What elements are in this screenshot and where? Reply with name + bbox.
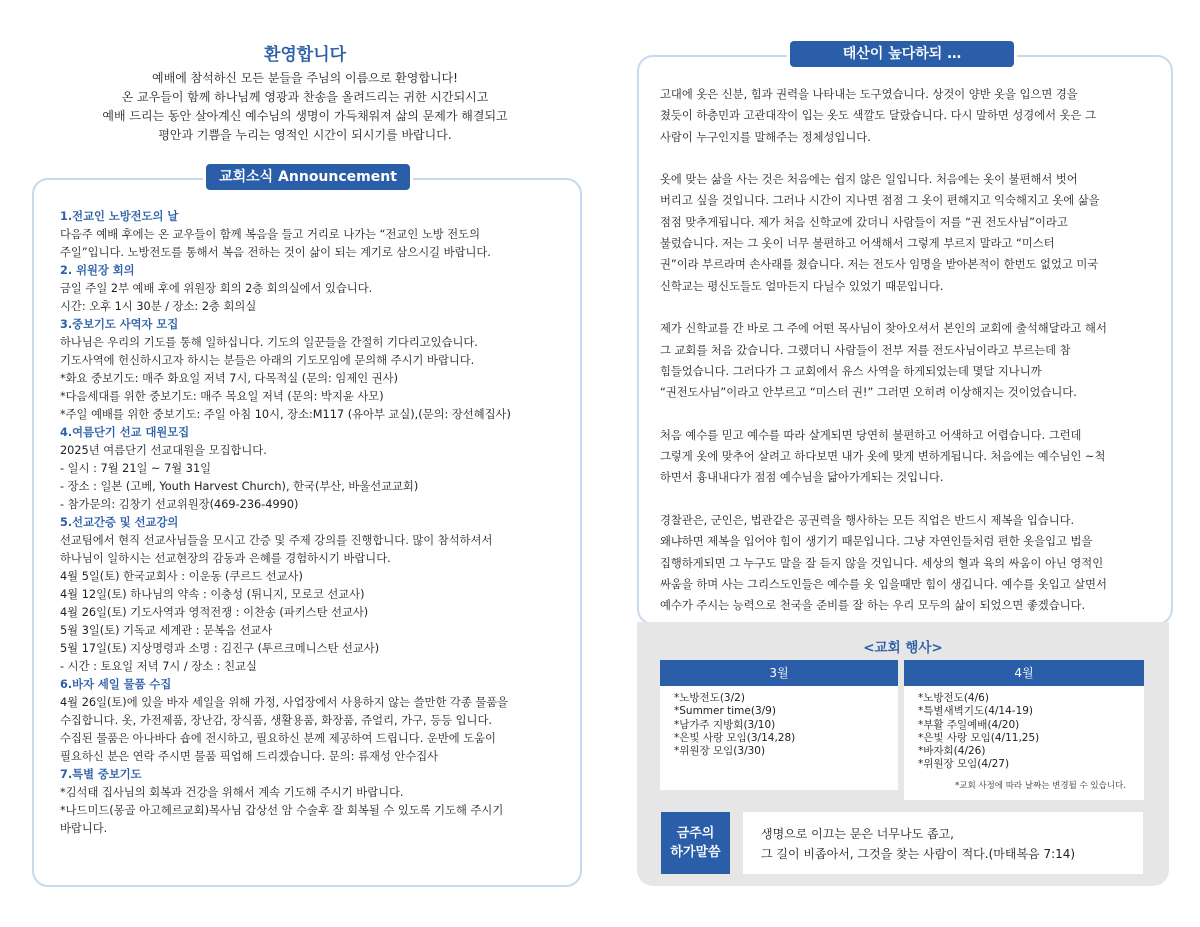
welcome-line: 온 교우들이 함께 하나님께 영광과 찬송을 올려드리는 귀한 시간되시고 xyxy=(121,90,489,104)
essay-line: 옷에 맞는 삶을 사는 것은 처음에는 쉽지 않은 일입니다. 처음에는 옷이 불편해서 벗어 xyxy=(660,173,1078,187)
verse-line: 생명으로 이끄는 문은 너무나도 좁고, xyxy=(761,827,954,841)
announcement-line: 4월 5일(토) 한국교회사 : 이운동 (쿠르드 선교사) xyxy=(60,570,303,583)
event-item: *은빛 사랑 모임(4/11,25) xyxy=(918,731,1040,744)
announcement-line: 금일 주일 2부 예배 후에 위원장 회의 2층 회의실에서 있습니다. xyxy=(60,282,373,295)
announcement-line: 2025년 여름단기 선교대원을 모집합니다. xyxy=(60,444,267,457)
essay-line: 신학교는 평신도들도 얼마든지 다닐수 있었기 때문입니다. xyxy=(660,279,944,293)
announcement-line: *다음세대를 위한 중보기도: 매주 목요일 저녁 (문의: 박지윤 사모) xyxy=(60,390,384,403)
announcement-title: 4.여름단기 선교 대원모집 xyxy=(60,426,190,439)
announcement-title: 6.바자 세일 물품 수집 xyxy=(60,678,172,691)
announcement-line: 4월 26일(토) 기도사역과 영적전쟁 : 이찬송 (파키스탄 선교사) xyxy=(60,606,369,619)
essay-paragraph xyxy=(660,425,1155,489)
announcement-line: - 장소 : 일본 (고베, Youth Harvest Church), 한국(부산, 바울선교교회) xyxy=(60,480,419,493)
events-title: <교회 행사> xyxy=(863,640,943,656)
announcement-line: 4월 26일(토)에 있을 바자 세일을 위해 가정, 사업장에서 사용하지 않는 쓸만한 각종 물품을 xyxy=(60,696,509,709)
announcement-line: 시간: 오후 1시 30분 / 장소: 2층 회의실 xyxy=(60,300,257,313)
essay-line: 싸움을 하며 사는 그리스도인들은 예수를 옷 입을때만 힘이 생깁니다. 예수를 옷입고 살면서 xyxy=(660,577,1107,591)
essay-line: 사람이 누구인지를 말해주는 정체성입니다. xyxy=(660,130,871,144)
announcement-line: 수집된 물품은 아나바다 숍에 전시하고, 필요하신 분께 제공하여 드립니다. 운반에 도움이 xyxy=(60,732,496,745)
announcement-line: 바랍니다. xyxy=(60,822,108,835)
essay-line: 쳤듯이 하층민과 고관대작이 입는 옷도 색깔도 달랐습니다. 다시 말하면 성경에서 옷은 그 xyxy=(660,109,1096,123)
month-column-march xyxy=(660,660,898,790)
announcement-line: 필요하신 분은 연락 주시면 물품 픽업해 드리겠습니다. 문의: 류재성 안수집사 xyxy=(60,750,439,763)
welcome-line: 예배 드리는 동안 살아계신 예수님의 생명이 가득채워져 삶의 문제가 해결되고 xyxy=(102,109,508,123)
event-item: *위원장 모임(4/27) xyxy=(918,758,1010,771)
announcement-title: 3.중보기도 사역자 모집 xyxy=(60,318,179,331)
announcement-title: 5.선교간증 및 선교강의 xyxy=(60,516,179,529)
schedule-note: *교회 사정에 따라 날짜는 변경될 수 있습니다. xyxy=(955,781,1126,791)
month-header: 3월 xyxy=(660,660,898,686)
announcement-line: *화요 중보기도: 매주 화요일 저녁 7시, 다목적실 (문의: 임제인 권사) xyxy=(60,372,398,385)
event-item: *바자회(4/26) xyxy=(918,745,986,758)
essay-line: 힘들었습니다. 그러다가 그 교회에서 유스 사역을 하게되었는데 몇달 지나니까 xyxy=(660,364,1042,378)
month-header: 4월 xyxy=(904,660,1144,686)
event-item: *은빛 사랑 모임(3/14,28) xyxy=(674,731,796,744)
announcement-line: 기도사역에 헌신하시고자 하시는 분들은 아래의 기도모임에 문의해 주시기 바랍니다. xyxy=(60,354,475,367)
welcome-line: 평안과 기쁨을 누리는 영적인 시간이 되시기를 바랍니다. xyxy=(158,128,452,142)
event-item: *Summer time(3/9) xyxy=(674,705,776,718)
month-event-list xyxy=(904,686,1144,772)
announcement-line: 다음주 예배 후에는 온 교우들이 함께 복음을 들고 거리로 나가는 “전교인 노방 전도의 xyxy=(60,228,480,241)
event-item: *남가주 지방회(3/10) xyxy=(674,718,776,731)
event-item: *위원장 모임(3/30) xyxy=(674,745,766,758)
announcement-header: 교회소식 Announcement xyxy=(206,164,410,190)
essay-paragraph xyxy=(660,318,1155,403)
announcement-line: 하나님은 우리의 기도를 통해 일하십니다. 기도의 일꾼들을 간절히 기다리고있습니다. xyxy=(60,336,478,349)
event-item: *노방전도(3/2) xyxy=(674,692,745,704)
announcement-line: 수집합니다. 옷, 가전제품, 장난감, 장식품, 생활용품, 화장품, 쥬얼리, 가구, 등등 입니다. xyxy=(60,714,492,727)
essay-line: 집행하게되면 그 누구도 말을 잘 듣지 않을 것입니다. 세상의 혈과 육의 싸움이 아닌 영적인 xyxy=(660,556,1104,570)
announcement-line: 선교팀에서 현직 선교사님들을 모시고 간증 및 주제 강의를 진행합니다. 많이 참석하셔서 xyxy=(60,534,493,547)
essay-paragraph xyxy=(660,510,1155,616)
essay-line: 그렇게 옷에 맞추어 살려고 하다보면 내가 옷에 맞게 변하게됩니다. 처음에는 예수님인 ~척 xyxy=(660,450,1106,464)
announcement-list xyxy=(60,208,565,838)
announcement-line: 5월 3일(토) 기독교 세계관 : 문복음 선교사 xyxy=(60,624,273,637)
essay-line: 고대에 옷은 신분, 힘과 권력을 나타내는 도구였습니다. 상것이 양반 옷을 입으면 경을 xyxy=(660,88,1078,101)
essay-line: 점점 맞추게됩니다. 제가 처음 신학교에 갔더니 사람들이 저를 “권 전도사님”이라고 xyxy=(660,215,1068,229)
essay-header: 태산이 높다하되 … xyxy=(790,41,1014,67)
essay-line: “권전도사님”이라고 안부르고 “미스터 권!” 그러면 오히려 이상해지는 것이었습니다. xyxy=(660,386,1077,400)
announcement-title: 2. 위원장 회의 xyxy=(60,264,135,277)
announcement-line: 5월 17일(토) 지상명령과 소명 : 김진구 (투르크메니스탄 선교사) xyxy=(60,642,380,655)
essay-line: 처음 예수를 믿고 예수를 따라 살게되면 당연히 불편하고 어색하고 어렵습니다. 그런데 xyxy=(660,428,1082,442)
announcement-line: - 참가문의: 김창기 선교위원장(469-236-4990) xyxy=(60,498,299,511)
weekly-verse-label xyxy=(661,812,730,874)
essay-line: 권”이라 부르라며 손사래를 쳤습니다. 저는 전도사 임명을 받아본적이 한번도 없었고 미국 xyxy=(660,258,1099,272)
event-item: *부활 주일예배(4/20) xyxy=(918,718,1020,731)
announcement-line: - 시간 : 토요일 저녁 7시 / 장소 : 친교실 xyxy=(60,660,257,673)
welcome-line: 예배에 참석하신 모든 분들을 주님의 이름으로 환영합니다! xyxy=(152,71,458,85)
announcement-line: *나드미드(몽골 아고헤르교회)목사님 갑상선 암 수술후 잘 회복될 수 있도록 기도해 주시기 xyxy=(60,804,504,817)
essay-line: 하면서 흉내내다가 점점 예수님을 닮아가게되는 것입니다. xyxy=(660,471,944,485)
announcement-line: 하나님이 일하시는 선교현장의 감동과 은혜를 경험하시기 바랍니다. xyxy=(60,552,391,565)
announcement-line: *주일 예배를 위한 중보기도: 주일 아침 10시, 장소:M117 (유아부 교실),(문의: 장선혜집사) xyxy=(60,408,511,421)
essay-line: 그 교회를 처음 갔습니다. 그랬더니 사람들이 전부 저를 전도사님이라고 부르는데 참 xyxy=(660,343,1071,357)
essay-line: 왜냐하면 제복을 입어야 힘이 생기기 때문입니다. 그냥 자연인들처럼 편한 옷을입고 법을 xyxy=(660,535,1093,549)
essay-body xyxy=(660,84,1155,638)
weekly-verse xyxy=(743,812,1143,874)
essay-line: 예수가 주시는 능력으로 천국을 준비를 잘 하는 우리 모두의 삶이 되었으면 좋겠습니다. xyxy=(660,599,1086,613)
event-item: *특별새벽기도(4/14-19) xyxy=(918,705,1034,718)
essay-line: 제가 신학교를 간 바로 그 주에 어떤 목사님이 찾아오셔서 본인의 교회에 출석해달라고 해서 xyxy=(660,322,1107,336)
verse-line: 그 길이 비좁아서, 그것을 찾는 사람이 적다.(마태복음 7:14) xyxy=(761,847,1076,861)
verse-label-line: 금주의 xyxy=(676,826,715,841)
essay-line: 불렀습니다. 저는 그 옷이 너무 불편하고 어색해서 그렇게 부르지 말라고 “미스터 xyxy=(660,237,1055,251)
announcement-line: 주일”입니다. 노방전도를 통해서 복음 전하는 것이 삶이 되는 계기로 삼으시길 바랍니다. xyxy=(60,246,491,259)
announcement-line: *김석태 집사님의 회복과 건강을 위해서 계속 기도해 주시기 바랍니다. xyxy=(60,786,404,799)
event-item: *노방전도(4/6) xyxy=(918,692,989,704)
essay-line: 경찰관은, 군인은, 법관같은 공권력을 행사하는 모든 직업은 반드시 제복을 입습니다. xyxy=(660,513,1075,527)
announcement-title: 1.전교인 노방전도의 날 xyxy=(60,210,179,223)
essay-line: 버리고 싶을 것입니다. 그러나 시간이 지나면 점점 그 옷이 편해지고 익숙해지고 옷에 삶을 xyxy=(660,194,1100,208)
welcome-section xyxy=(40,40,570,145)
announcement-line: - 일시 : 7월 21일 ~ 7월 31일 xyxy=(60,462,212,475)
essay-paragraph xyxy=(660,84,1155,148)
welcome-title: 환영합니다 xyxy=(263,45,347,65)
month-event-list xyxy=(660,686,898,758)
essay-paragraph xyxy=(660,169,1155,297)
announcement-title: 7.특별 중보기도 xyxy=(60,768,142,781)
announcement-line: 4월 12일(토) 하나님의 약속 : 이충성 (튀니지, 모로코 선교사) xyxy=(60,588,365,601)
verse-label-line: 하가말씀 xyxy=(670,845,721,860)
